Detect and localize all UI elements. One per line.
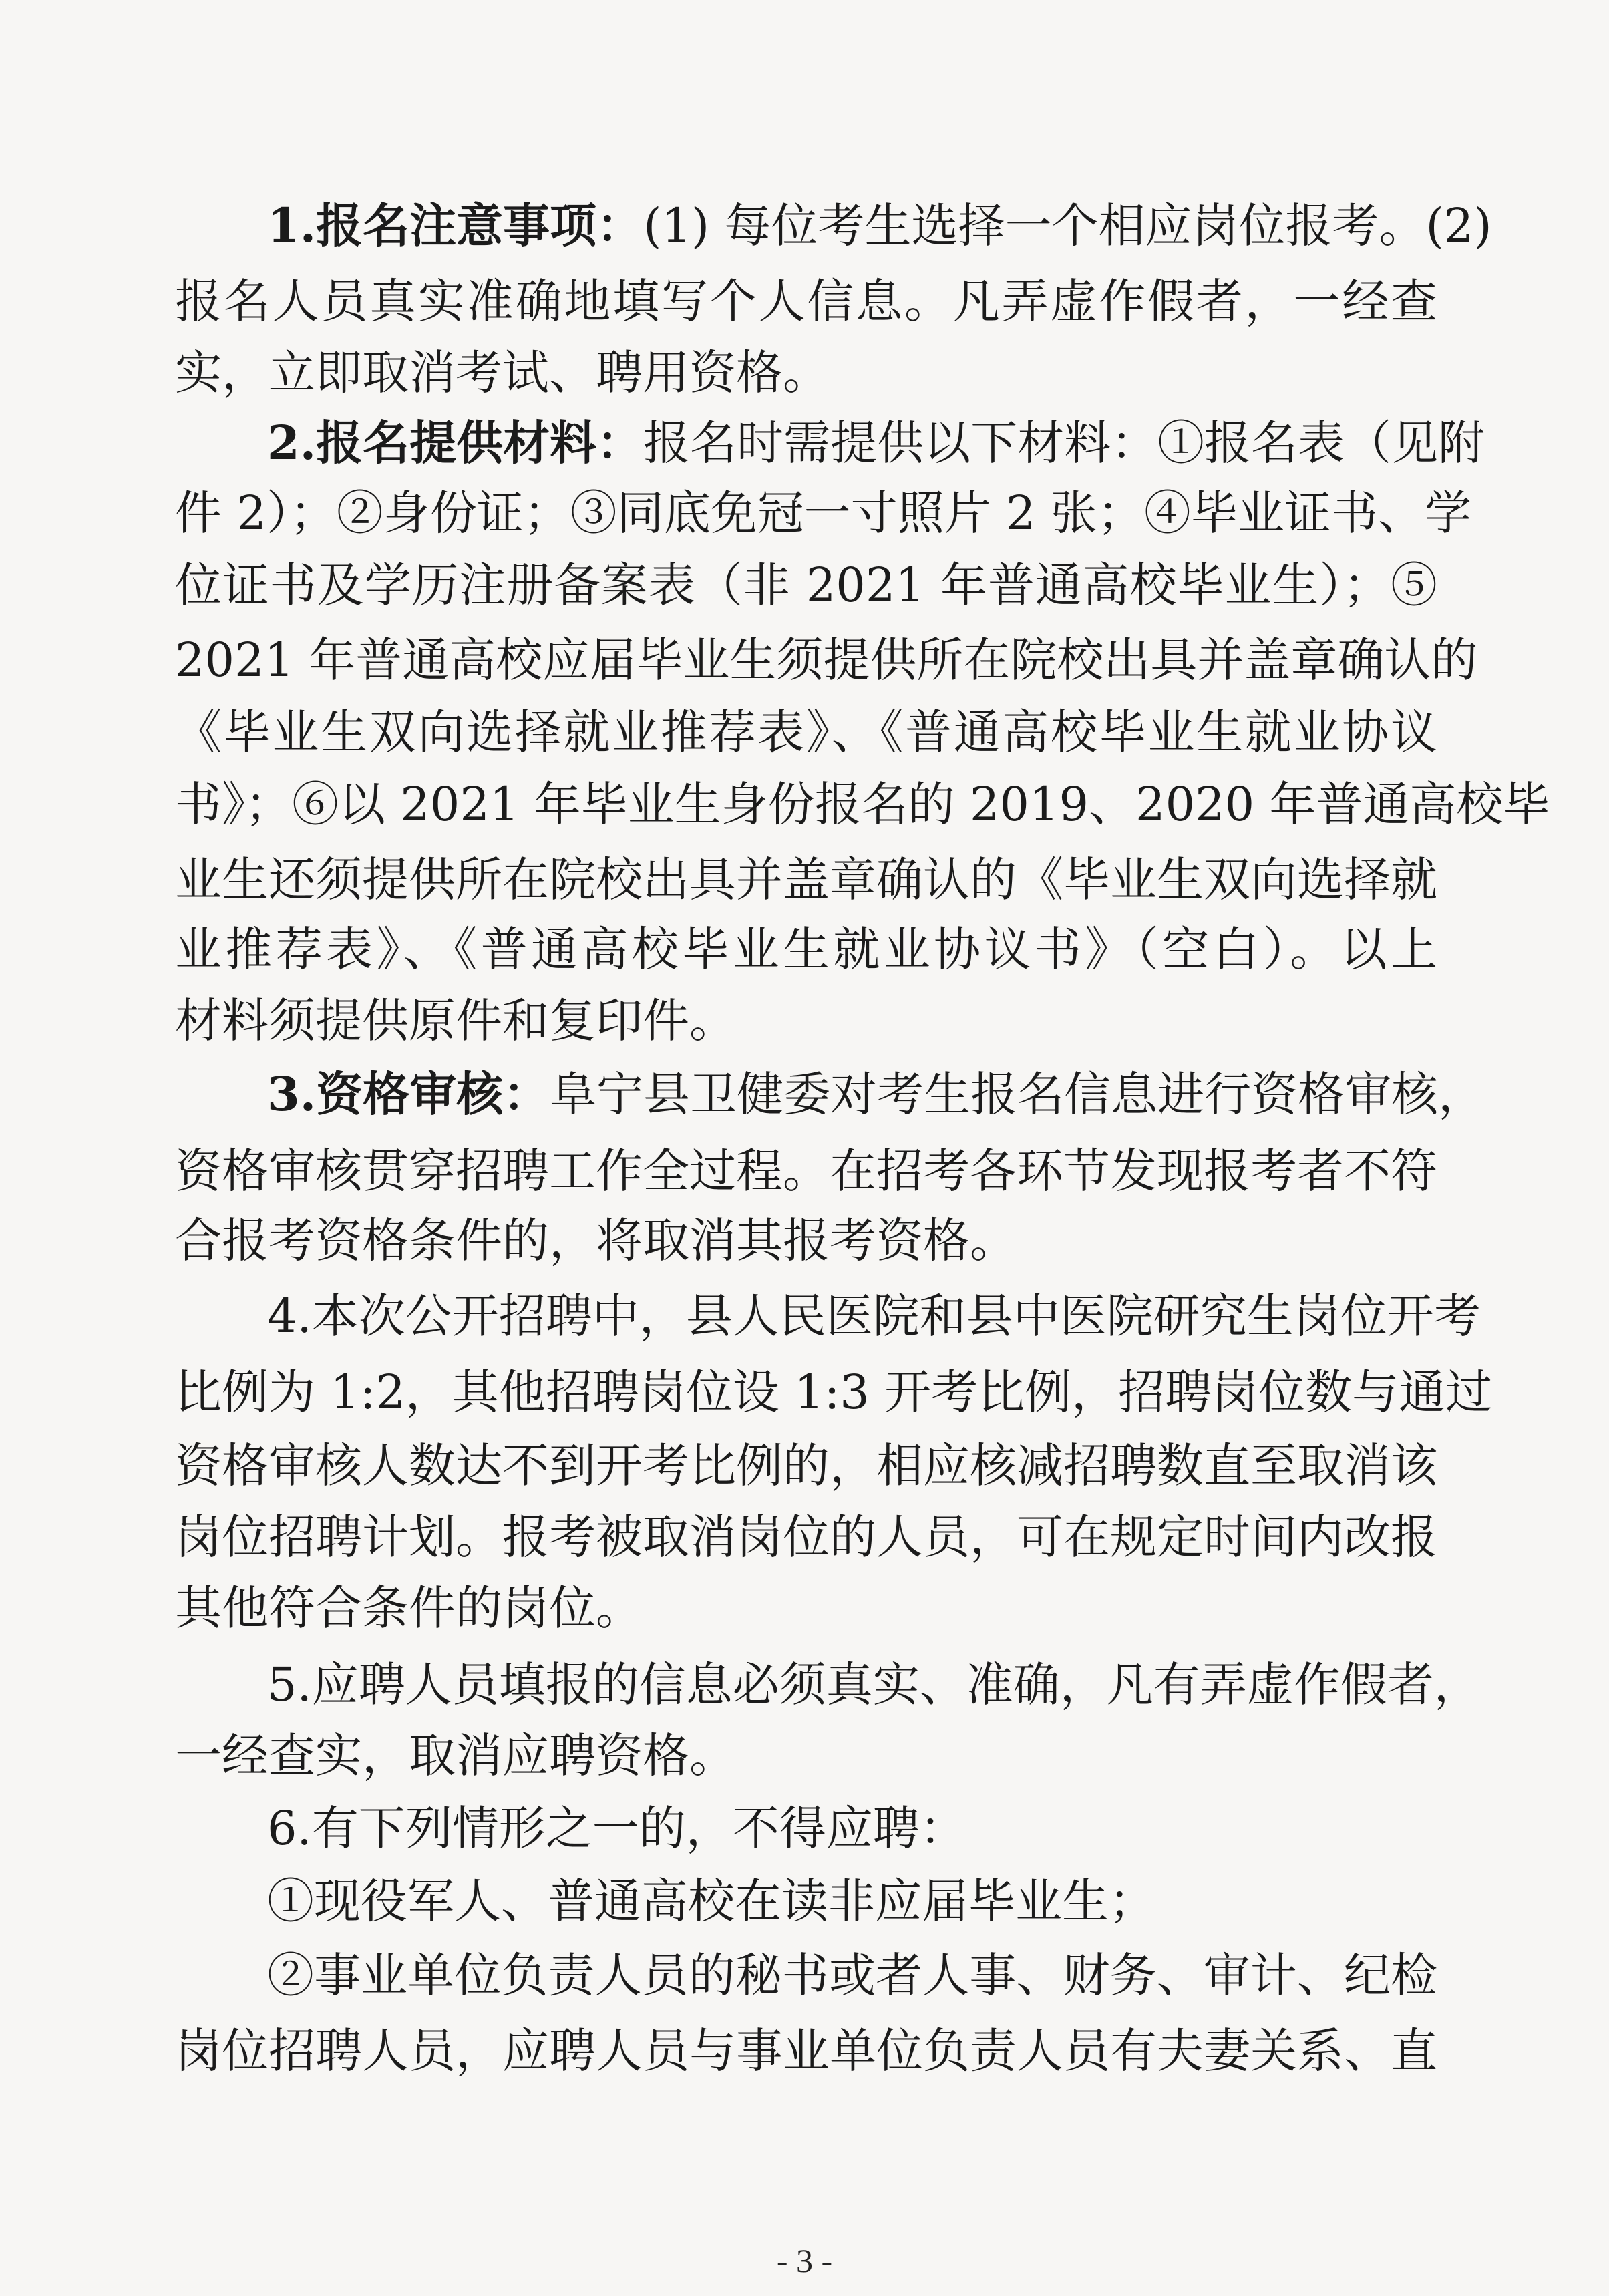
paragraph-4-line-1: 4.本次公开招聘中，县人民医院和县中医院研究生岗位开考 <box>267 1289 1481 1343</box>
paragraph-8-line-1: ②事业单位负责人员的秘书或者人事、财务、审计、纪检 <box>267 1948 1437 2003</box>
paragraph-2-line-4: 2021 年普通高校应届毕业生须提供所在院校出具并盖章确认的 <box>175 633 1478 687</box>
paragraph-2-line-5: 《毕业生双向选择就业推荐表》、《普通高校毕业生就业协议 <box>175 705 1437 760</box>
paragraph-1-line-3: 实，立即取消考试、聘用资格。 <box>175 345 830 400</box>
paragraph-2-line-6: 书》；⑥以 2021 年毕业生身份报名的 2019、2020 年普通高校毕 <box>175 777 1550 832</box>
paragraph-4-line-3: 资格审核人数达不到开考比例的，相应核减招聘数直至取消该 <box>175 1438 1437 1493</box>
paragraph-1-line-1-text: (1) 每位考生选择一个相应岗位报考。(2) <box>643 198 1492 253</box>
paragraph-2-line-8: 业推荐表》、《普通高校毕业生就业协议书》（空白）。以上 <box>175 922 1437 977</box>
paragraph-2-line-9: 材料须提供原件和复印件。 <box>175 993 736 1048</box>
paragraph-3-line-1 <box>267 1066 1485 1122</box>
paragraph-3-line-1-text: 阜宁县卫健委对考生报名信息进行资格审核， <box>550 1067 1485 1122</box>
paragraph-2-line-3: 位证书及学历注册备案表（非 2021 年普通高校毕业生）；⑤ <box>175 558 1437 613</box>
paragraph-4-line-2: 比例为 1:2，其他招聘岗位设 1:3 开考比例，招聘岗位数与通过 <box>175 1365 1493 1420</box>
paragraph-2-heading: 2.报名提供材料： <box>267 415 644 470</box>
paragraph-4-line-4: 岗位招聘计划。报考被取消岗位的人员，可在规定时间内改报 <box>175 1510 1437 1565</box>
paragraph-4-line-5: 其他符合条件的岗位。 <box>175 1581 643 1635</box>
paragraph-8-line-2: 岗位招聘人员，应聘人员与事业单位负责人员有夫妻关系、直 <box>175 2023 1437 2078</box>
paragraph-6-line-1: 6.有下列情形之一的，不得应聘： <box>267 1801 966 1856</box>
paragraph-3-line-2: 资格审核贯穿招聘工作全过程。在招考各环节发现报考者不符 <box>175 1144 1437 1198</box>
paragraph-2-line-1 <box>267 415 1485 470</box>
page-number: - 3 - <box>776 2242 833 2279</box>
paragraph-7-line-1: ①现役军人、普通高校在读非应届毕业生； <box>267 1874 1155 1929</box>
paragraph-5-line-1: 5.应聘人员填报的信息必须真实、准确，凡有弄虚作假者， <box>267 1657 1481 1712</box>
paragraph-1-line-1 <box>267 198 1492 253</box>
paragraph-3-line-3: 合报考资格条件的，将取消其报考资格。 <box>175 1213 1017 1268</box>
paragraph-2-line-2: 件 2）；②身份证；③同底免冠一寸照片 2 张；④毕业证书、学 <box>175 486 1471 540</box>
paragraph-2-line-1-text: 报名时需提供以下材料：①报名表（见附 <box>643 416 1485 470</box>
paragraph-1-line-2: 报名人员真实准确地填写个人信息。凡弄虚作假者，一经查 <box>175 274 1437 329</box>
paragraph-1-heading: 1.报名注意事项： <box>267 198 644 253</box>
paragraph-3-heading: 3.资格审核： <box>267 1066 550 1122</box>
paragraph-5-line-2: 一经查实，取消应聘资格。 <box>175 1728 736 1783</box>
paragraph-2-line-7: 业生还须提供所在院校出具并盖章确认的《毕业生双向选择就 <box>175 852 1437 907</box>
